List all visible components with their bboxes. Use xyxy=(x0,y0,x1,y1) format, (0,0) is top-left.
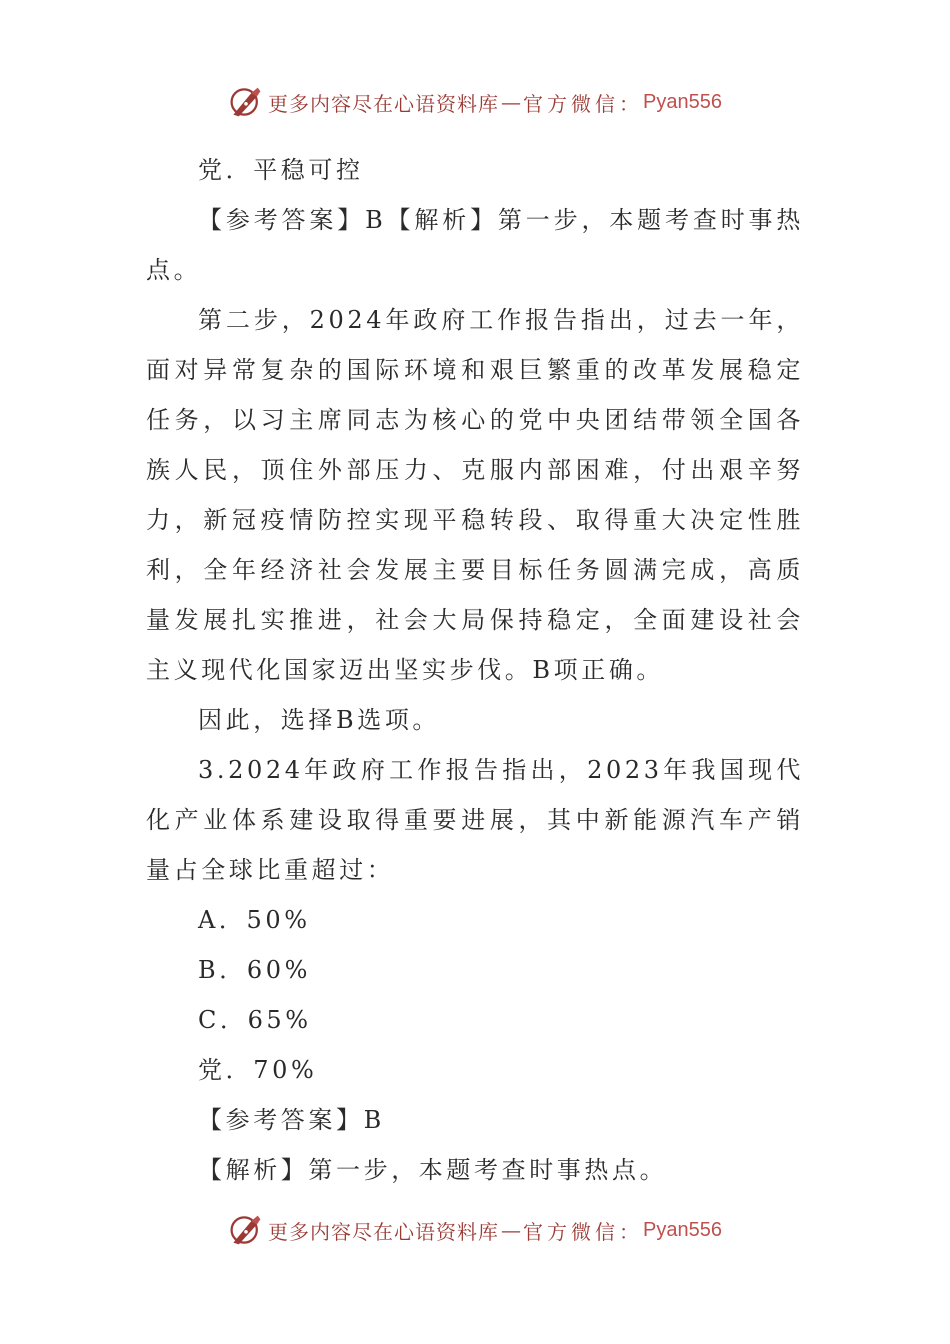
footer-wechat-label: 官方微信： xyxy=(523,1219,644,1244)
pen-nib-logo-icon xyxy=(228,84,264,120)
analysis-step-two: 第二步，2024年政府工作报告指出，过去一年，面对异常复杂的国际环境和艰巨繁重的改革发展稳定任务，以习主席同志为核心的党中央团结带领全国各族人民，顶住外部压力、克服内部困难，付出艰辛努力，新冠疫情防控实现平稳转段、取得重大决定性胜利，全年经济社会发展主要目标任务圆满完成，高质量发展扎实推进，社会大局保持稳定，全面建设社会主义现代化国家迈出坚实步伐。B项正确。 xyxy=(146,306,804,684)
footer-banner xyxy=(0,1210,950,1250)
option-d: 党．70% xyxy=(198,1056,318,1084)
option-a: A．50% xyxy=(198,906,311,934)
header-site-name: 更多内容尽在心语资料库 xyxy=(268,91,500,116)
footer-site-name: 更多内容尽在心语资料库 xyxy=(268,1219,500,1244)
option-b: B．60% xyxy=(198,956,311,984)
analysis-step-one: 【解析】第一步，本题考查时事热点。 xyxy=(198,1156,668,1184)
document-body xyxy=(146,145,804,1195)
option-c: C．65% xyxy=(198,1006,312,1034)
reference-answer: 【参考答案】B xyxy=(198,1106,385,1134)
answer-and-analysis: 【参考答案】B【解析】第一步，本题考查时事热点。 xyxy=(146,206,804,284)
conclusion: 因此，选择B选项。 xyxy=(198,706,441,734)
header-wechat-id: Pyan556 xyxy=(643,90,722,113)
footer-separator: — xyxy=(501,1218,522,1242)
pen-nib-logo-icon xyxy=(228,1212,264,1248)
header-wechat-label: 官方微信： xyxy=(523,91,644,116)
header-banner xyxy=(0,82,950,122)
footer-wechat-id: Pyan556 xyxy=(643,1218,722,1241)
option-d-previous: 党．平稳可控 xyxy=(198,156,364,184)
header-separator: — xyxy=(501,90,522,114)
question-3: 3.2024年政府工作报告指出，2023年我国现代化产业体系建设取得重要进展，其中新能源汽车产销量占全球比重超过： xyxy=(146,756,804,884)
